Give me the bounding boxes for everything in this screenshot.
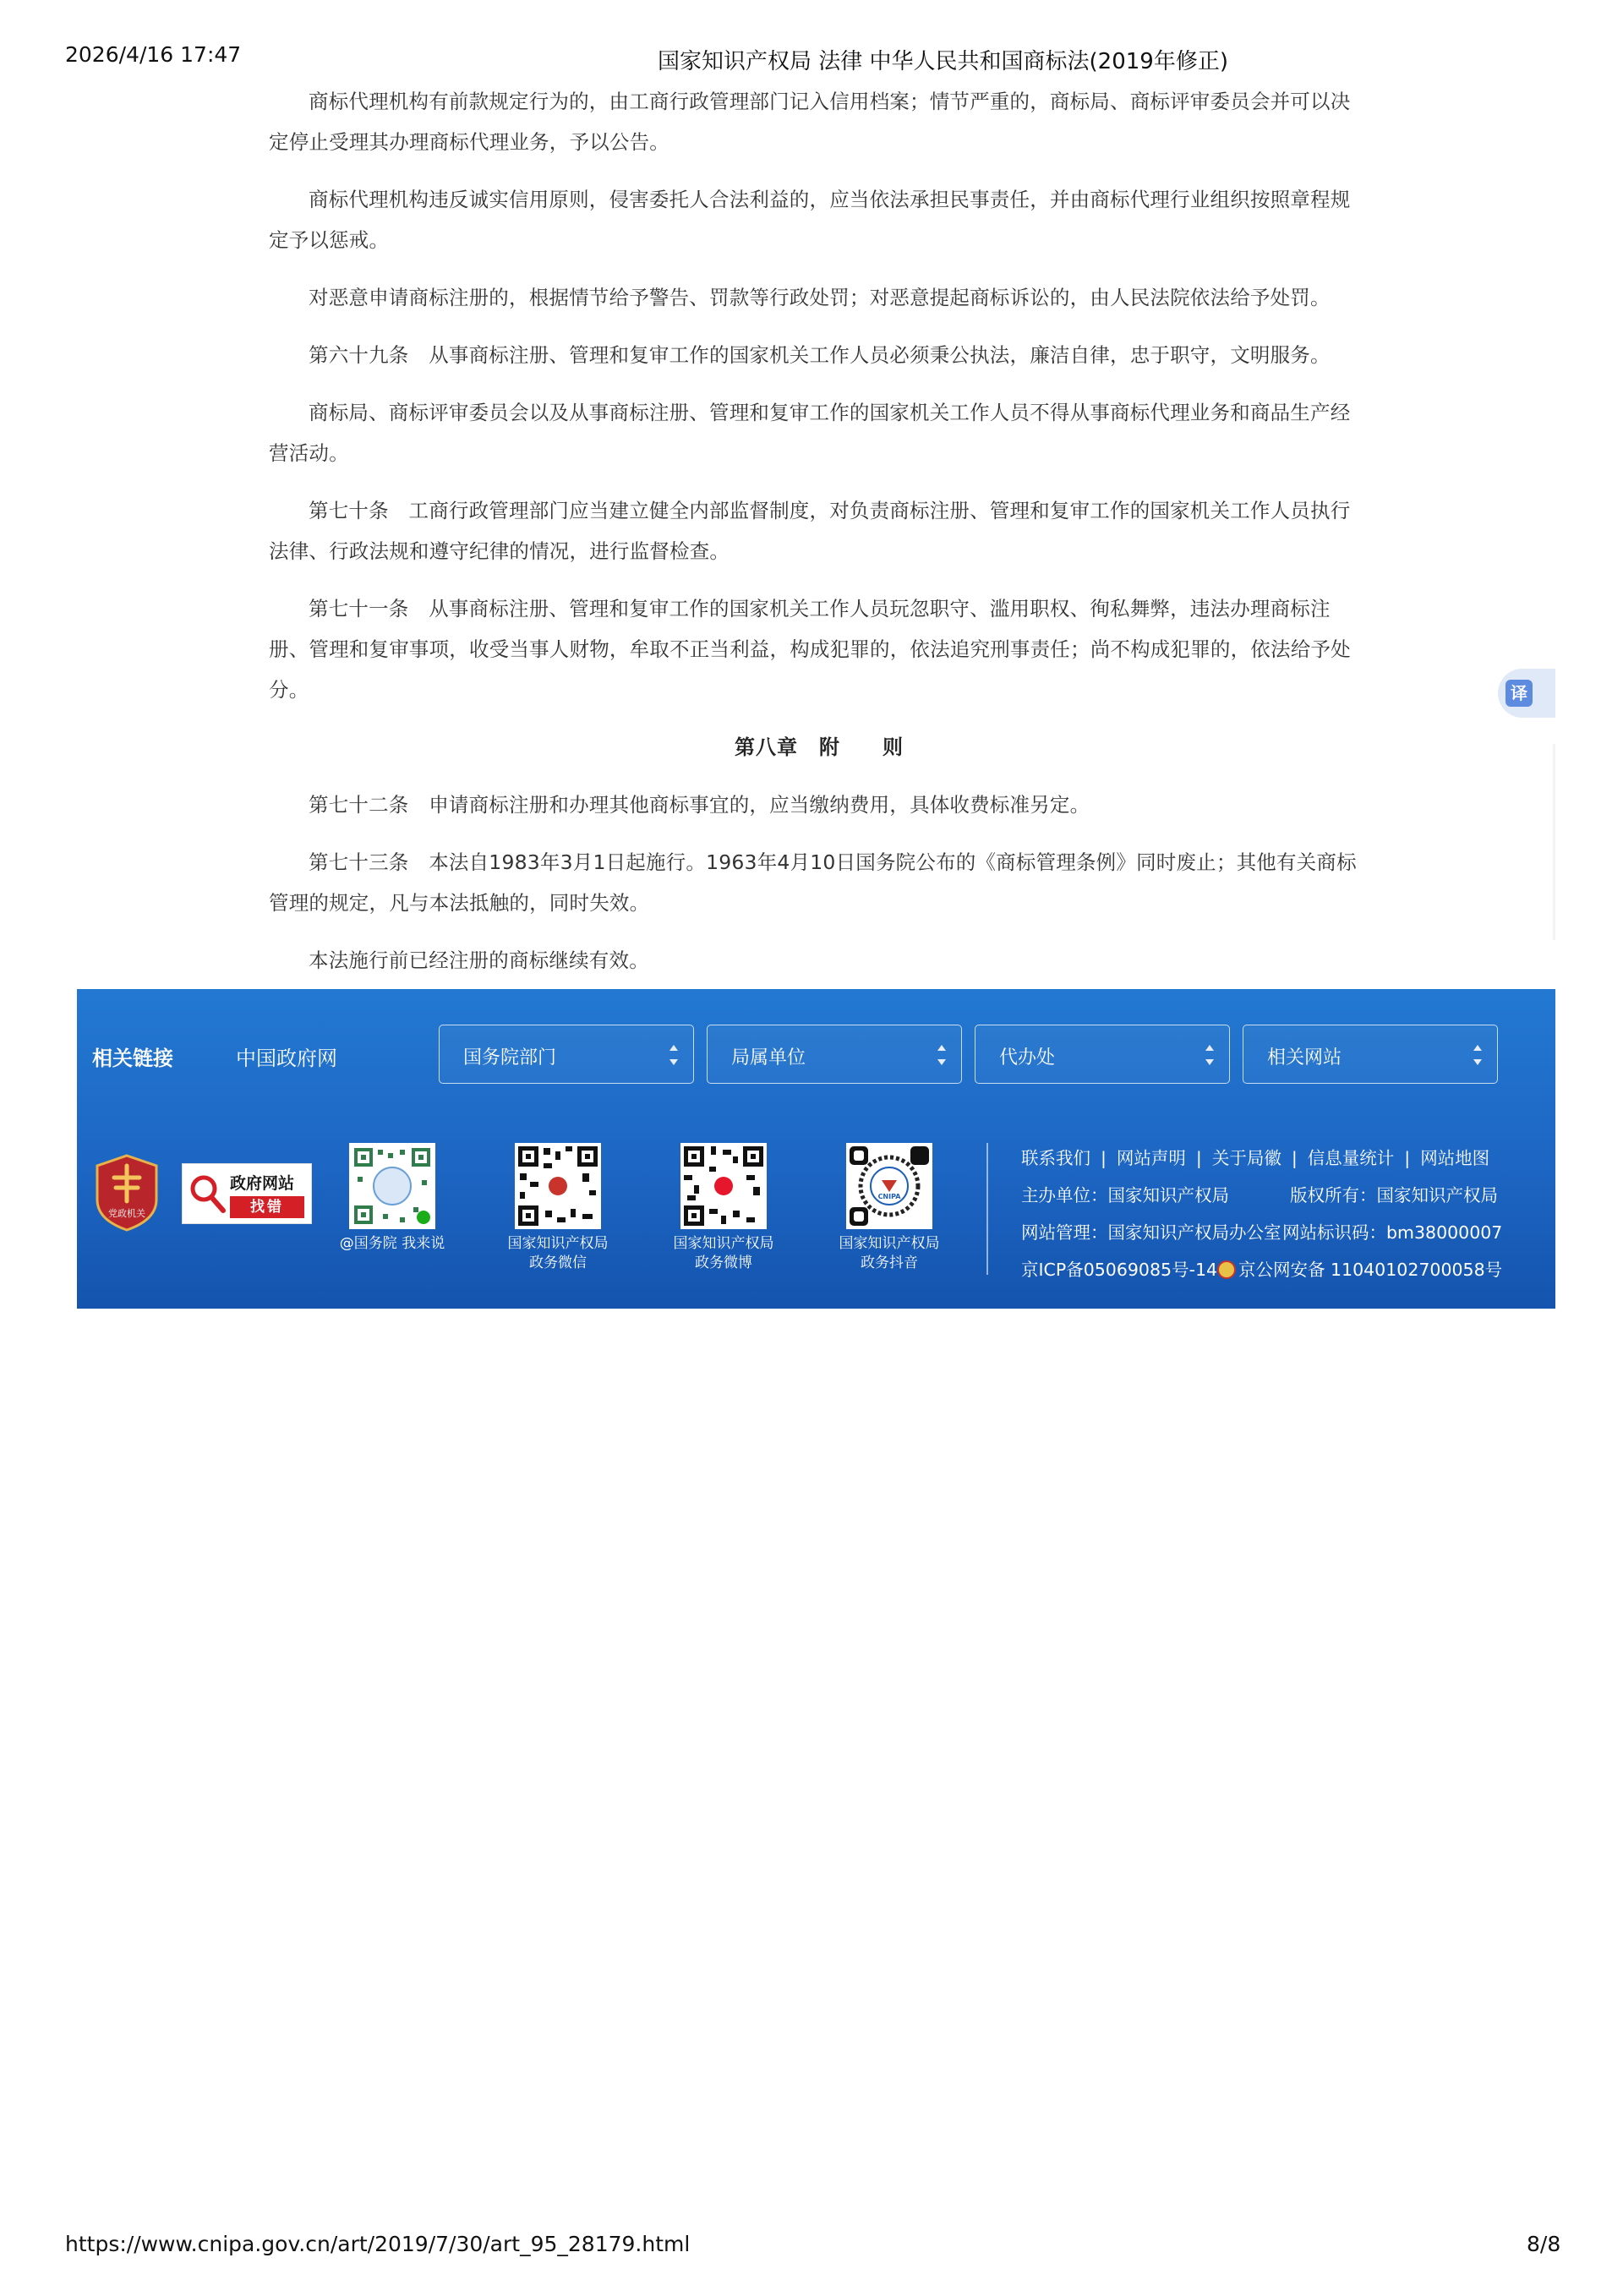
updown-arrows-icon (668, 1041, 680, 1069)
zfwz-bottom-text: 找错 (230, 1196, 304, 1218)
qr-caption-line: 国家知识产权局 (839, 1235, 940, 1252)
updown-arrows-icon (1472, 1041, 1484, 1069)
qr-caption-line: 政务微博 (695, 1255, 752, 1271)
police-record-text: 京公网安备 11040102700058号 (1238, 1260, 1503, 1280)
qr-caption-line: 国家知识产权局 (673, 1235, 774, 1252)
contact-us-link[interactable]: 联系我们 (1021, 1148, 1090, 1168)
icp-link[interactable]: 京ICP备05069085号-14 (1021, 1260, 1218, 1280)
select-state-council-departments[interactable] (439, 1025, 694, 1084)
about-emblem-link[interactable]: 关于局徽 (1211, 1148, 1281, 1168)
footer-row (1021, 1251, 1545, 1288)
qr-code (846, 1143, 932, 1229)
sitemap-link[interactable]: 网站地图 (1420, 1148, 1490, 1168)
select-label: 局属单位 (731, 1047, 806, 1069)
print-header (0, 39, 1623, 73)
updown-arrows-icon (936, 1041, 948, 1069)
badge-text: 党政机关 (108, 1208, 145, 1219)
statistics-link[interactable]: 信息量统计 (1307, 1148, 1395, 1168)
copyright-text: 版权所有：国家知识产权局 (1290, 1185, 1498, 1205)
qr-code (349, 1143, 435, 1229)
select-label: 相关网站 (1267, 1047, 1342, 1069)
article-paragraph: 商标代理机构有前款规定行为的，由工商行政管理部门记入信用档案；情节严重的，商标局、商标评审委员会并可以决定停止受理其办理商标代理业务，予以公告。 (269, 90, 1351, 154)
qr-caption (325, 1234, 460, 1254)
select-agency-offices[interactable] (975, 1025, 1230, 1084)
footer-row (1021, 1177, 1545, 1214)
print-page-title: 国家知识产权局 法律 中华人民共和国商标法(2019年修正) (658, 49, 1228, 74)
qr-code-icon (349, 1143, 435, 1229)
chapter-heading: 第八章 附 则 (735, 735, 904, 759)
footer-row (1021, 1214, 1545, 1251)
sponsor-text: 主办单位：国家知识产权局 (1021, 1185, 1229, 1205)
site-code-text: 网站标识码：bm38000007 (1282, 1222, 1503, 1243)
article-paragraph: 第七十条 工商行政管理部门应当建立健全内部监督制度，对负责商标注册、管理和复审工作的国家机关工作人员执行法律、行政法规和遵守纪律的情况，进行监督检查。 (269, 499, 1351, 563)
qr-code-icon (846, 1143, 932, 1229)
qr-caption (656, 1234, 791, 1273)
qr-code (515, 1143, 601, 1229)
select-related-websites[interactable] (1243, 1025, 1498, 1084)
footer-info (1021, 1140, 1545, 1288)
cnipa-logo-text: CNIPA (877, 1193, 901, 1200)
article-paragraph: 第六十九条 从事商标注册、管理和复审工作的国家机关工作人员必须秉公执法，廉洁自律，忠于职守，文明服务。 (309, 343, 1331, 367)
police-record[interactable] (1217, 1251, 1502, 1288)
article-paragraph: 第七十三条 本法自1983年3月1日起施行。1963年4月10日国务院公布的《商标管理条例》同时废止；其他有关商标管理的规定，凡与本法抵触的，同时失效。 (269, 850, 1357, 915)
article-paragraph: 本法施行前已经注册的商标继续有效。 (309, 948, 649, 972)
article-paragraph: 对恶意申请商标注册的，根据情节给予警告、罚款等行政处罚；对恶意提起商标诉讼的，由人民法院依法给予处罚。 (309, 286, 1331, 309)
police-badge-icon (1217, 1260, 1236, 1279)
select-label: 国务院部门 (463, 1047, 557, 1069)
translate-button[interactable] (1498, 669, 1555, 718)
print-url: https://www.cnipa.gov.cn/art/2019/7/30/art_95_28179.html (65, 2232, 691, 2256)
qr-caption (490, 1234, 626, 1273)
print-datetime: 2026/4/16 17:47 (65, 42, 242, 67)
gov-portal-link[interactable]: 中国政府网 (236, 1047, 337, 1070)
side-divider (1553, 744, 1555, 940)
footer-divider (986, 1143, 988, 1275)
qr-caption-line: @国务院 我来说 (339, 1235, 445, 1252)
party-gov-badge[interactable] (94, 1154, 160, 1232)
qr-code (680, 1143, 767, 1229)
site-statement-link[interactable]: 网站声明 (1116, 1148, 1186, 1168)
qr-caption (822, 1234, 957, 1273)
party-gov-emblem-icon (94, 1154, 160, 1232)
select-label: 代办处 (999, 1047, 1056, 1069)
qr-code-icon (515, 1143, 601, 1229)
article-body (269, 81, 1369, 998)
qr-code-icon (680, 1143, 767, 1229)
zfwz-top-text: 政府网站 (230, 1174, 295, 1193)
article-paragraph: 商标代理机构违反诚实信用原则，侵害委托人合法利益的，应当依法承担民事责任，并由商标代理行业组织按照章程规定予以惩戒。 (269, 188, 1351, 252)
site-footer (77, 989, 1555, 1309)
select-affiliated-units[interactable] (707, 1025, 962, 1084)
qr-caption-line: 政务抖音 (861, 1255, 918, 1271)
article-paragraph: 商标局、商标评审委员会以及从事商标注册、管理和复审工作的国家机关工作人员不得从事商标代理业务和商品生产经营活动。 (269, 401, 1351, 465)
translate-icon: 译 (1506, 680, 1533, 707)
management-text: 网站管理：国家知识产权局办公室 (1021, 1222, 1281, 1243)
article-paragraph: 第七十一条 从事商标注册、管理和复审工作的国家机关工作人员玩忽职守、滥用职权、徇私舞弊，违法办理商标注册、管理和复审事项，收受当事人财物，牟取不正当利益，构成犯罪的，依法追究刑事责任；尚不构成犯罪的，依法给予处分。 (269, 597, 1351, 702)
related-links-title: 相关链接 (92, 1047, 173, 1070)
print-page-number: 8/8 (1527, 2232, 1561, 2256)
magnifier-icon (188, 1173, 227, 1215)
article-paragraph: 第七十二条 申请商标注册和办理其他商标事宜的，应当缴纳费用，具体收费标准另定。 (309, 793, 1090, 817)
footer-links-row: 联系我们 | 网站声明 | 关于局徽 | 信息量统计 | 网站地图 (1021, 1148, 1490, 1168)
updown-arrows-icon (1204, 1041, 1216, 1069)
gov-site-error-report[interactable] (182, 1163, 312, 1224)
qr-caption-line: 国家知识产权局 (507, 1235, 609, 1252)
qr-caption-line: 政务微信 (529, 1255, 587, 1271)
